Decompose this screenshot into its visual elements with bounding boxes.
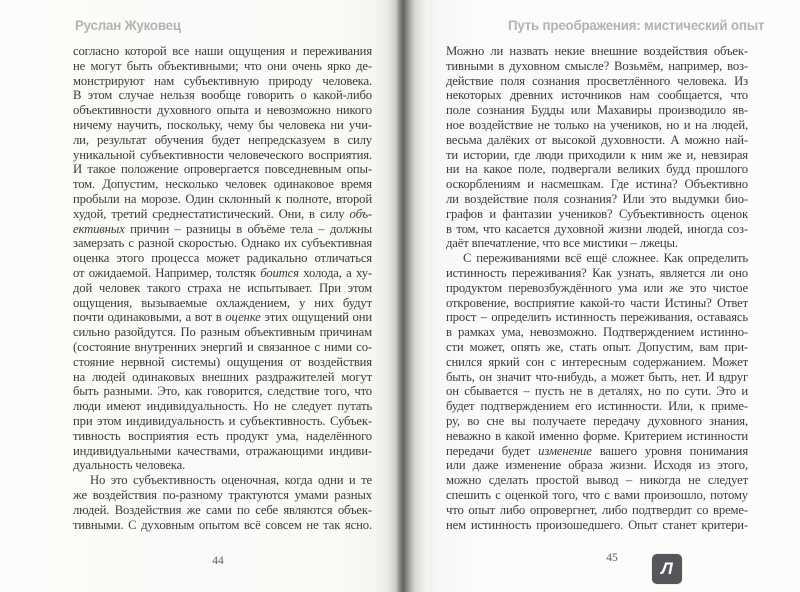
text-line: дуальность человека.: [73, 458, 186, 473]
text-line: ное воздействие не только на учеников, но и на людей,: [446, 117, 748, 132]
text-line: что опыт либо опровергнет, либо подтвердит со време-: [446, 502, 748, 517]
text-line: же воздействия по-разному трактуются умами разных: [73, 487, 372, 502]
text-segment: причин – разницы в объёме тела – должны: [124, 221, 372, 236]
text-segment: от ожидаемой. Например, толстяк: [73, 265, 261, 280]
text-line: замерзать с разной скоростью. Однако их субъективная: [73, 236, 372, 251]
text-line: он сбывается – пусть не в деталях, но по сути. Это и: [446, 384, 748, 399]
paragraph: [73, 44, 372, 473]
text-line: С переживаниями всё ещё сложнее. Как определить: [463, 251, 748, 266]
text-line: (состояние внутренних энергий и связанное с ними со-: [73, 339, 372, 354]
text-line: некоторых древних источников нам сообщается, что: [446, 88, 748, 103]
text-line: можно сделать простой вывод – никогда не следует: [446, 473, 748, 488]
text-line: графов и фантазии учеников? Субъективность оценок: [446, 206, 748, 221]
italic-text: ективных: [73, 221, 125, 236]
text-line: монстрируют нам субъективную природу человека.: [73, 73, 372, 88]
paragraph: [73, 473, 372, 532]
text-line: стояние нервной системы) ощущения от воздействия: [73, 354, 372, 369]
text-line: нем истинность произошедшего. Опыт станет критери-: [446, 517, 748, 532]
paragraph: [446, 251, 748, 532]
text-line: ни на какое поле, подвергали великих будд прошлого: [446, 162, 748, 177]
page-text-left: [73, 44, 372, 532]
text-line: ощущения, вызываемые охлаждением, у них будут: [73, 295, 372, 310]
text-line: В этом случае нельзя вообще говорить о какой-либо: [73, 88, 372, 103]
text-line: будет подтверждением его истинности. Или, к приме-: [446, 399, 748, 414]
text-line: быть разными. Это, как говорится, следствие того, что: [73, 384, 372, 399]
text-line: сти может, опять же, стать опыт. Допустим, вам при-: [446, 339, 748, 354]
paragraph: [446, 44, 748, 251]
text-line: в том, что касается духовной жизни людей, иногда соз-: [446, 221, 748, 236]
text-line: оскорблениям и насмешкам. Где истина? Объективно: [446, 177, 748, 192]
text-line: в рамках ума, невозможно. Подтверждением истинно-: [446, 325, 748, 340]
text-line: на людей одинаковых внешних раздражителей могут: [73, 369, 372, 384]
text-line: не могут быть объективными; что они очень ярко де-: [73, 58, 372, 73]
text-line: продуктом перевозбуждённого ума или же это чистое: [446, 280, 748, 295]
text-segment: холода, а ху-: [298, 265, 372, 280]
text-line: сильно разойдутся. По разным объективным причинам: [73, 325, 372, 340]
page-number-right: 45: [606, 552, 618, 564]
text-line: люди имеют индивидуальность. Но не следует путать: [73, 399, 372, 414]
text-line: ру, во сне вы получаете передачу духовного знания,: [446, 413, 748, 428]
text-line: ти истории, где люди приходили к ним же и, невзирая: [446, 147, 748, 162]
text-line: при этом индивидуальность и субъективность. Субъек-: [73, 413, 372, 428]
text-line: действие поля сознания просветлённого человека. Из: [446, 73, 748, 88]
text-line: пробыли на морозе. Один склонный к полноте, второй: [73, 191, 372, 206]
text-line: [73, 207, 372, 222]
text-line: [446, 444, 748, 459]
text-line: Но это субъективность оценочная, когда одни и те: [90, 473, 372, 488]
text-line: уникальной субъективности человеческого восприятия.: [73, 147, 372, 162]
labirint-watermark-badge: [652, 554, 682, 584]
text-line: откровение, восприятие какой-то части Истины? Ответ: [446, 295, 748, 310]
page-number-left: 44: [212, 555, 224, 567]
text-segment: почти одинаковыми, а вот в: [73, 310, 226, 325]
page-text-right: [446, 44, 748, 532]
italic-text: объ-: [349, 206, 372, 221]
text-segment: вашего уровня понимания: [591, 443, 749, 458]
text-line: объективности духовного опыта и невозможно никого: [73, 103, 372, 118]
text-line: ничему научить, поскольку, чему бы человека ни учи-: [73, 117, 372, 132]
text-line: даёт впечатление, что все мистики – лжецы.: [446, 236, 678, 251]
text-line: тивность восприятия есть продукт ума, наделённого: [73, 428, 372, 443]
text-segment: передачи будет: [446, 443, 539, 458]
text-line: тивными в духовном смысле? Возьмём, например, воз-: [446, 58, 748, 73]
italic-text: боится: [260, 265, 299, 280]
text-line: [73, 222, 372, 237]
text-line: поле сознания Будды или Махавиры производило яв-: [446, 103, 748, 118]
text-line: снился яркий сон с интересным содержанием. Может: [446, 354, 748, 369]
text-line: индивидуальными качествами, отражающими индиви-: [73, 443, 372, 458]
text-line: или даже изменение образа жизни. Исходя из этого,: [446, 458, 748, 473]
running-header-author: Руслан Жуковец: [75, 17, 181, 33]
text-line: [73, 266, 372, 281]
text-line: ли, результат обучения будет непредсказуем в силу: [73, 132, 372, 147]
text-line: том. Допустим, несколько человек одинаковое время: [73, 177, 372, 192]
text-line: истинность переживания? Как узнать, является ли оно: [446, 265, 748, 280]
text-line: дой человек такого страха не испытывает. При этом: [73, 280, 372, 295]
text-line: людей. Воздействия же сами по себе являются объек-: [73, 502, 372, 517]
text-line: неважно в какой именно форме. Критерием истинности: [446, 428, 748, 443]
running-header-book-title: Путь преображения: мистический опыт: [508, 17, 765, 33]
italic-text: оценке: [225, 310, 261, 325]
labirint-logo-letter: Л: [661, 558, 673, 578]
text-line: весьма далёких от высокой духовности. А можно най-: [446, 132, 748, 147]
text-line: [73, 310, 372, 325]
italic-text: изменение: [538, 443, 592, 458]
text-line: спешить с оценкой того, что с вами произошло, потому: [446, 487, 748, 502]
text-segment: худой, третий среднестатистический. Они, в силу: [73, 206, 350, 221]
text-line: И такое положение опровергается повседневным опы-: [73, 162, 372, 177]
text-line: прост – определить истинность переживания, оставаясь: [446, 310, 748, 325]
text-line: Можно ли назвать некие внешние воздействия объек-: [446, 44, 748, 58]
text-line: быть, он значит что-нибудь, а может быть, нет. И вдруг: [446, 369, 748, 384]
text-segment: этих ощущений они: [260, 310, 372, 325]
text-line: оценка этого процесса может радикально отличаться: [73, 251, 372, 266]
text-line: ли воздействие поля сознания? Или это выдумки био-: [446, 191, 748, 206]
text-line: тивными. С духовным опытом всё совсем не так ясно.: [73, 517, 372, 532]
text-line: согласно которой все наши ощущения и переживания: [73, 44, 372, 58]
